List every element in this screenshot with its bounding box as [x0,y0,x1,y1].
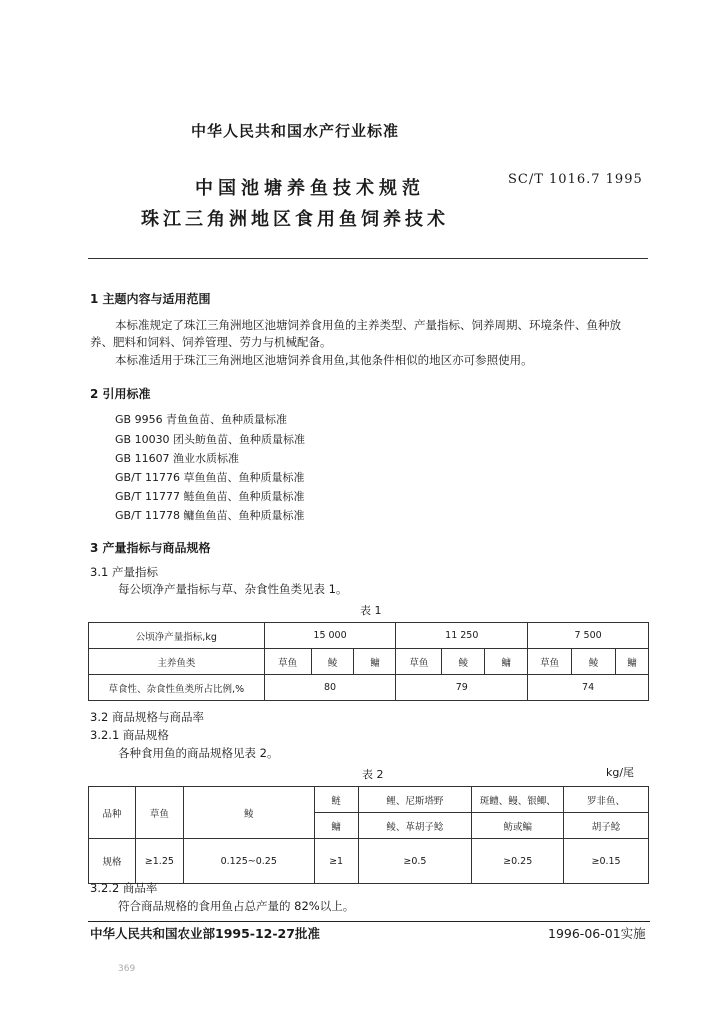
section-1-para1-line2: 养、肥料和饲料、饲养管理、劳力与机械配备。 [90,335,332,349]
table-2-header: 鳙 [314,813,358,839]
table-1-cell: 鲮 [311,649,354,675]
section-3-1-heading: 3.1 产量指标 [90,565,158,579]
table-2-cell: ≥0.5 [358,839,472,884]
page-number: 369 [118,964,136,974]
table-2-cell: ≥1 [314,839,358,884]
table-1-row-label: 主养鱼类 [89,649,265,675]
table-1-row-label: 草食性、杂食性鱼类所占比例,% [89,675,265,701]
table-1-cell: 79 [396,675,528,701]
table-2-cell: ≥0.15 [564,839,649,884]
table-2-header: 罗非鱼、 [564,787,649,813]
footer-divider [88,921,650,922]
table-2-cell: ≥0.25 [472,839,564,884]
section-3-2-1-text: 各种食用鱼的商品规格见表 2。 [118,746,279,760]
document-title-line1: 中国池塘养鱼技术规范 [195,178,425,199]
reference-item: GB 9956 青鱼鱼苗、鱼种质量标准 [115,413,288,426]
table-1-cell: 80 [264,675,396,701]
table-2-header: 品种 [89,787,136,839]
table-1-cell: 鳙 [354,649,396,675]
table-2-header: 鲮、革胡子鲶 [358,813,472,839]
table-1-cell: 草鱼 [528,649,572,675]
section-1-para2: 本标准适用于珠江三角洲地区池塘饲养食用鱼,其他条件相似的地区亦可参照使用。 [115,353,533,367]
table-1-cell: 7 500 [528,623,649,649]
table-2-cell: ≥1.25 [135,839,183,884]
table-1-cell: 11 250 [396,623,528,649]
table-2-cell: 0.125~0.25 [183,839,314,884]
document-title-line2: 珠江三角洲地区食用鱼饲养技术 [141,209,449,230]
section-1-heading: 1 主题内容与适用范围 [90,292,211,306]
table-2-header: 鲤、尼斯塔野 [358,787,472,813]
reference-item: GB 10030 团头鲂鱼苗、鱼种质量标准 [115,433,306,446]
table-2-row-label: 规格 [89,839,136,884]
reference-item: GB 11607 渔业水质标准 [115,452,240,465]
section-1-para1-line1: 本标准规定了珠江三角洲地区池塘饲养食用鱼的主养类型、产量指标、饲养周期、环境条件、鱼种放 [115,318,621,332]
section-3-2-2-text: 符合商品规格的食用鱼占总产量的 82%以上。 [118,899,355,913]
header-divider [88,258,648,259]
section-3-2-heading: 3.2 商品规格与商品率 [90,710,204,724]
table-2-unit: kg/尾 [606,766,635,779]
standard-code: SC/T 1016.7 1995 [508,172,643,187]
approval-line: 中华人民共和国农业部1995-12-27批准 [90,926,320,941]
section-3-2-2-heading: 3.2.2 商品率 [90,881,158,895]
table-2-header: 斑鳢、鳗、银鲫、 [472,787,564,813]
table-2-row [89,839,649,884]
table-1-cell: 鳙 [616,649,649,675]
table-1-cell: 草鱼 [396,649,442,675]
table-1-cell: 草鱼 [264,649,311,675]
section-3-2-1-heading: 3.2.1 商品规格 [90,728,169,742]
table-1-cell: 鲮 [572,649,616,675]
table-1-cell: 鳙 [485,649,528,675]
table-1-row-yield [89,623,649,649]
reference-item: GB/T 11776 草鱼鱼苗、鱼种质量标准 [115,471,305,484]
table-1-cell: 15 000 [264,623,396,649]
section-3-heading: 3 产量指标与商品规格 [90,541,211,555]
table-1-caption: 表 1 [360,604,382,617]
table-1-row-label: 公顷净产量指标,kg [89,623,265,649]
table-2-caption: 表 2 [362,768,384,781]
table-1-row-ratio [89,675,649,701]
standard-type-heading: 中华人民共和国水产行业标准 [190,122,399,140]
table-1 [88,622,649,701]
table-2-header: 鲮 [183,787,314,839]
table-2-header: 草鱼 [135,787,183,839]
table-2-header: 胡子鲶 [564,813,649,839]
table-2-header: 鲢 [314,787,358,813]
table-2 [88,786,649,884]
table-1-row-fish [89,649,649,675]
section-3-1-text: 每公顷净产量指标与草、杂食性鱼类见表 1。 [118,582,348,596]
section-2-heading: 2 引用标准 [90,387,151,401]
implementation-date: 1996-06-01实施 [548,926,646,941]
table-1-cell: 鲮 [442,649,485,675]
table-2-header-row [89,787,649,813]
reference-item: GB/T 11777 鲢鱼鱼苗、鱼种质量标准 [115,490,305,503]
table-1-cell: 74 [528,675,649,701]
table-2-header: 鲂或鳊 [472,813,564,839]
reference-item: GB/T 11778 鳙鱼鱼苗、鱼种质量标准 [115,509,305,522]
